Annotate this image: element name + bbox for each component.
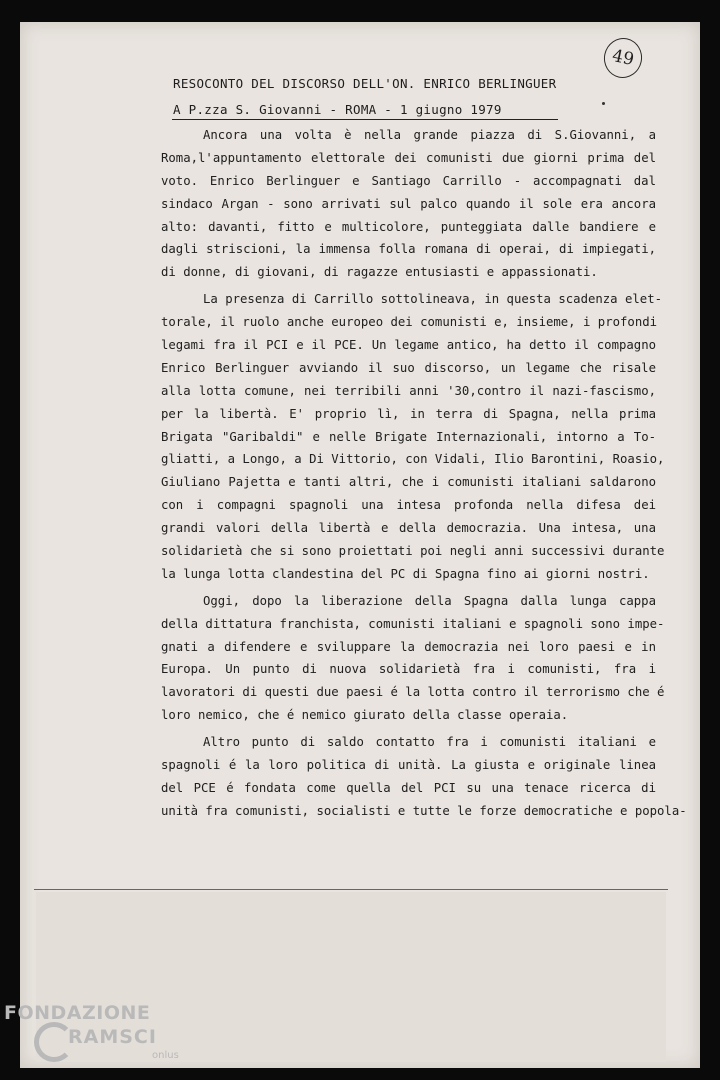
text-line: gnati a difendere e sviluppare la democrazia nei loro paesi e in bbox=[161, 639, 656, 654]
text-line: spagnoli é la loro politica di unità. La giusta e originale linea bbox=[161, 758, 656, 773]
text-line: Giuliano Pajetta e tanti altri, che i comunisti italiani saldarono bbox=[161, 475, 656, 490]
logo-text-line1: FONDAZIONE bbox=[4, 1002, 151, 1024]
fondazione-gramsci-logo bbox=[4, 1000, 204, 1078]
text-line: grandi valori della libertà e della democrazia. Una intesa, una bbox=[161, 521, 656, 536]
text-line: unità fra comunisti, socialisti e tutte le forze democratiche e popola- bbox=[161, 803, 687, 818]
text-line: di donne, di giovani, di ragazze entusiasti e appassionati. bbox=[161, 265, 598, 280]
text-line: loro nemico, che é nemico giurato della classe operaia. bbox=[161, 708, 569, 723]
text-line: del PCE é fondata come quella del PCI su una tenace ricerca di bbox=[161, 780, 656, 795]
paragraph bbox=[161, 124, 656, 284]
paragraph bbox=[161, 590, 665, 727]
paragraph bbox=[161, 288, 665, 586]
header-underline bbox=[172, 119, 558, 120]
text-line: della dittatura franchista, comunisti italiani e spagnoli sono impe- bbox=[161, 616, 665, 631]
header-title: RESOCONTO DEL DISCORSO DELL'ON. ENRICO BERLINGUER bbox=[173, 76, 557, 91]
text-line: lavoratori di questi due paesi é la lotta contro il terrorismo che é bbox=[161, 685, 665, 700]
text-line: con i compagni spagnoli una intesa profonda nella difesa dei bbox=[161, 498, 656, 513]
logo-text-line3: onlus bbox=[152, 1050, 179, 1061]
text-line: Ancora una volta è nella grande piazza di S.Giovanni, a bbox=[203, 128, 656, 142]
text-line: solidarietà che si sono proiettati poi negli anni successivi durante bbox=[161, 544, 665, 559]
text-line: Europa. Un punto di nuova solidarietà fra i comunisti, fra i bbox=[161, 662, 656, 677]
text-line: alla lotta comune, nei terribili anni '30,contro il nazi-fascismo, bbox=[161, 383, 656, 398]
text-line: la lunga lotta clandestina del PC di Spagna fino ai giorni nostri. bbox=[161, 566, 650, 581]
text-line: torale, il ruolo anche europeo dei comunisti e, insieme, i profondi bbox=[161, 315, 658, 330]
text-line: Altro punto di saldo contatto fra i comunisti italiani e bbox=[203, 735, 656, 750]
text-line: Brigata "Garibaldi" e nelle Brigate Internazionali, intorno a To- bbox=[161, 429, 656, 444]
paragraph bbox=[161, 731, 687, 823]
page-number-stamp: 49 bbox=[600, 34, 645, 81]
text-line: Enrico Berlinguer avviando il suo discorso, un legame che risale bbox=[161, 360, 656, 375]
text-line: alto: davanti, fitto e multicolore, punteggiata dalle bandiere e bbox=[161, 219, 656, 234]
text-line: Roma,l'appuntamento elettorale dei comunisti due giorni prima del bbox=[161, 150, 656, 165]
text-line: Oggi, dopo la liberazione della Spagna dalla lunga cappa bbox=[203, 593, 656, 608]
text-line: legami fra il PCI e il PCE. Un legame antico, ha detto il compagno bbox=[161, 338, 656, 353]
text-line: per la libertà. E' proprio lì, in terra di Spagna, nella prima bbox=[161, 406, 656, 421]
header-subtitle: A P.zza S. Giovanni - ROMA - 1 giugno 1979 bbox=[173, 102, 502, 117]
document-body bbox=[161, 124, 687, 823]
fold-line bbox=[34, 889, 668, 890]
text-line: gliatti, a Longo, a Di Vittorio, con Vidali, Ilio Barontini, Roasio, bbox=[161, 452, 665, 467]
text-line: sindaco Argan - sono arrivati sul palco quando il sole era ancora bbox=[161, 196, 656, 211]
logo-text-line2: RAMSCI bbox=[68, 1026, 157, 1048]
text-line: voto. Enrico Berlinguer e Santiago Carrillo - accompagnati dal bbox=[161, 173, 656, 188]
text-line: dagli striscioni, la immensa folla romana di operai, di impiegati, bbox=[161, 242, 656, 257]
ink-dot bbox=[602, 102, 605, 105]
text-line: La presenza di Carrillo sottolineava, in questa scadenza elet- bbox=[203, 292, 663, 307]
